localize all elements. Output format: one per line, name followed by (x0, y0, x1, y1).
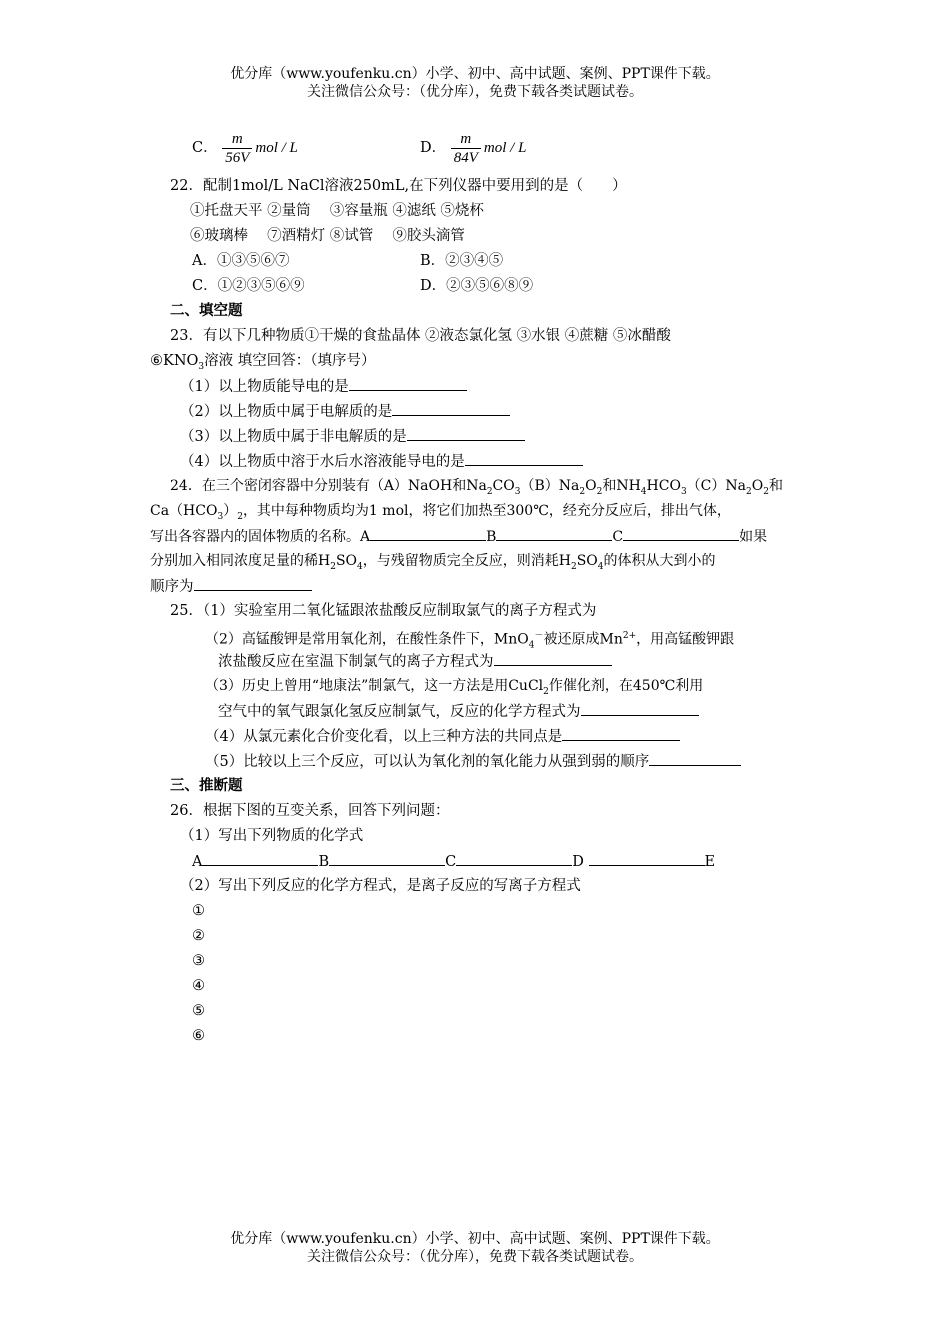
q22-items-2: ⑥玻璃棒 ⑦酒精灯 ⑧试管 ⑨胶头滴管 (190, 228, 465, 244)
q22-option-b: B．②③④⑤ (420, 253, 504, 269)
q24-l1-d: O (585, 478, 597, 494)
q25-l2-sup1: － (534, 631, 544, 641)
q23-part-4 (180, 451, 583, 472)
q24-l4-c: ，与残留物质完全反应，则消耗H (362, 553, 571, 569)
q24-l2-a: Ca（HCO (150, 503, 218, 519)
section-fill-in-title: 二、填空题 (170, 302, 243, 319)
q25-l4-s1: 2 (543, 686, 549, 697)
q26-label-d: D (572, 854, 584, 870)
q26-formula-blanks (192, 851, 715, 872)
q24-l4-b: SO (335, 553, 358, 569)
q25-blank-5[interactable] (649, 751, 741, 766)
q23-part-1 (180, 376, 467, 397)
q23-p2-blank[interactable] (392, 401, 510, 416)
q23-p3-text: （3）以上物质中属于非电解质的是 (180, 429, 407, 445)
q22-option-a: A．①③⑤⑥⑦ (192, 253, 290, 269)
q25-l4-b: 作催化剂，在450℃利用 (548, 678, 704, 694)
q25-l2-b: 被还原成Mn (543, 631, 623, 648)
q25-l6-text: （4）从氯元素化合价变化看，以上三种方法的共同点是 (205, 729, 563, 745)
q26-label-c: C (445, 854, 457, 870)
q23-stem-2 (150, 351, 376, 377)
q23-p1-text: （1）以上物质能导电的是 (180, 379, 349, 395)
header-line-2: 关注微信公众号：（优分库），免费下载各类试题试卷。 (307, 84, 643, 100)
q24-l1-s5: 4 (640, 486, 647, 497)
q24-l3-c: C (612, 529, 624, 545)
q26-stem: 26．根据下图的互变关系，回答下列问题： (170, 803, 450, 819)
q21-c-fraction (222, 130, 252, 167)
q24-l2-s2: 2 (237, 511, 243, 522)
q26-equation-1: ① (192, 903, 205, 919)
q24-l1-g: （C）Na (686, 478, 746, 494)
q24-l1-b: CO (492, 478, 515, 494)
q22-stem: 22．配制1mol/L NaCl溶液250mL,在下列仪器中要用到的是（ ） (170, 178, 627, 194)
q26-equation-6: ⑥ (192, 1028, 205, 1044)
q25-l2-c: ，用高锰酸钾跟 (636, 631, 735, 648)
q24-l1-s6: 3 (680, 486, 687, 497)
q24-l1-h: O (751, 478, 764, 494)
q22-option-d: D．②③⑤⑥⑧⑨ (420, 278, 534, 294)
q24-order-blank[interactable] (194, 576, 312, 591)
q26-equation-4: ④ (192, 978, 205, 994)
q24-blank-b[interactable] (496, 526, 612, 541)
q23-stem2-sub: 3 (198, 361, 205, 372)
q25-line-1: 25．（1）实验室用二氧化锰跟浓盐酸反应制取氯气的离子方程式为 (170, 603, 597, 619)
q24-l4-s2: 4 (357, 561, 363, 572)
q25-line-4 (205, 676, 703, 702)
q21-d-denominator: 84V (451, 148, 481, 167)
q23-p1-blank[interactable] (349, 376, 467, 391)
q26-label-a: A (192, 854, 203, 870)
q24-l4-s1: 2 (330, 561, 336, 572)
q24-l1-s4: 2 (596, 486, 603, 497)
q24-l1-s1: 2 (486, 486, 493, 497)
q24-l4-a: 分别加入相同浓度足量的稀H (150, 553, 331, 569)
q24-l4-e: 的体积从大到小的 (603, 553, 716, 569)
q24-l4-s4: 4 (597, 561, 604, 572)
footer-line-1: 优分库（www.youfenku.cn）小学、初中、高中试题、案例、PPT课件下载。 (230, 1231, 720, 1247)
q21-d-fraction (451, 130, 481, 167)
q26-blank-c[interactable] (456, 851, 572, 866)
q25-blank-2[interactable] (494, 651, 612, 666)
q24-blank-a[interactable] (370, 526, 486, 541)
q21-option-c (192, 128, 298, 168)
q26-label-b: B (318, 854, 330, 870)
q23-stem2-a: ⑥KNO (150, 353, 199, 369)
q26-blank-b[interactable] (329, 851, 445, 866)
q26-part-2: （2）写出下列反应的化学方程式，是离子反应的写离子方程式 (180, 878, 581, 894)
q24-l1-s2: 3 (514, 486, 521, 497)
q24-l1-a: 24．在三个密闭容器中分别装有（A）NaOH和Na (170, 478, 487, 494)
q24-l4-s3: 2 (570, 561, 577, 572)
q24-line-5 (150, 576, 312, 597)
q23-p3-blank[interactable] (407, 426, 525, 441)
q25-l2-s1: 4 (528, 640, 535, 651)
q22-option-c: C．①②③⑤⑥⑨ (192, 278, 305, 294)
q24-l1-c: （B）Na (520, 478, 580, 494)
q24-line-4 (150, 551, 716, 577)
q21-d-label: D． (420, 140, 447, 156)
q24-l4-d: SO (576, 553, 598, 569)
q23-p2-text: （2）以上物质中属于电解质的是 (180, 404, 393, 420)
q22-items-1: ①托盘天平 ②量筒 ③容量瓶 ④滤纸 ⑤烧杯 (190, 203, 484, 219)
q25-l7-text: （5）比较以上三个反应，可以认为氧化剂的氧化能力从强到弱的顺序 (205, 754, 650, 770)
q25-blank-3[interactable] (581, 701, 699, 716)
q25-line-7 (205, 751, 741, 772)
q26-equation-2: ② (192, 928, 205, 944)
q24-l3-b: B (486, 529, 497, 545)
q24-l1-s3: 2 (579, 486, 586, 497)
q21-d-unit: mol / L (483, 140, 527, 156)
q24-l2-b: ） (223, 503, 238, 519)
q25-l4-a: （3）历史上曾用“地康法”制氯气，这一方法是用CuCl (205, 678, 544, 694)
section-inference-title: 三、推断题 (170, 777, 243, 794)
q23-p4-text: （4）以上物质中溶于水后水溶液能导电的是 (180, 454, 465, 470)
q24-l1-s8: 2 (763, 486, 769, 497)
footer-line-2: 关注微信公众号：（优分库），免费下载各类试题试卷。 (307, 1249, 643, 1265)
q25-line-3 (218, 651, 612, 672)
q25-blank-4[interactable] (562, 726, 680, 741)
q21-c-unit: mol / L (255, 140, 298, 156)
q25-l3-text: 浓盐酸反应在室温下制氯气的离子方程式为 (218, 654, 494, 670)
q24-line-1 (170, 476, 783, 502)
q26-equation-5: ⑤ (192, 1003, 205, 1019)
q26-blank-a[interactable] (202, 851, 318, 866)
q24-l5-text: 顺序为 (150, 579, 194, 595)
q25-l2-sup2: 2+ (622, 631, 637, 641)
q25-l5-text: 空气中的氧气跟氯化氢反应制氯气，反应的化学方程式为 (218, 704, 581, 720)
q24-l2-s1: 3 (217, 511, 224, 522)
q24-l1-e: 和NH (602, 478, 641, 494)
q21-d-numerator: m (460, 130, 472, 147)
q26-equation-3: ③ (192, 953, 205, 969)
q25-l2-a: （2）高锰酸钾是常用氧化剂，在酸性条件下，MnO (205, 631, 529, 648)
q24-line-2 (150, 501, 731, 527)
q21-c-denominator: 56V (222, 148, 252, 167)
q21-c-label: C． (192, 140, 218, 156)
header-line-1: 优分库（www.youfenku.cn）小学、初中、高中试题、案例、PPT课件下载。 (230, 66, 720, 82)
q24-l1-s7: 2 (745, 486, 752, 497)
q26-label-e: E (704, 854, 716, 870)
q24-l1-f: HCO (646, 478, 681, 494)
q25-line-5 (218, 701, 699, 722)
q21-option-d (420, 128, 526, 168)
q26-blank-d[interactable] (589, 851, 705, 866)
q23-part-3 (180, 426, 525, 447)
q23-p4-blank[interactable] (465, 451, 583, 466)
q24-blank-c[interactable] (623, 526, 739, 541)
q24-l1-i: 和 (768, 478, 783, 494)
q23-stem-1: 23．有以下几种物质①干燥的食盐晶体 ②液态氯化氢 ③水银 ④蔗糖 ⑤冰醋酸 (170, 328, 671, 344)
q24-line-3 (150, 526, 767, 547)
q23-part-2 (180, 401, 510, 422)
q24-l3-d: 如果 (739, 529, 768, 545)
q26-part-1: （1）写出下列物质的化学式 (180, 828, 364, 844)
q24-l3-a: 写出各容器内的固体物质的名称。A (150, 529, 371, 545)
q21-c-numerator: m (231, 130, 243, 147)
q23-stem2-b: 溶液 填空回答：（填序号） (204, 353, 376, 369)
q24-l2-c: ，其中每种物质均为1 mol，将它们加热至300℃，经充分反应后，排出气体， (242, 503, 731, 519)
q25-line-6 (205, 726, 680, 747)
